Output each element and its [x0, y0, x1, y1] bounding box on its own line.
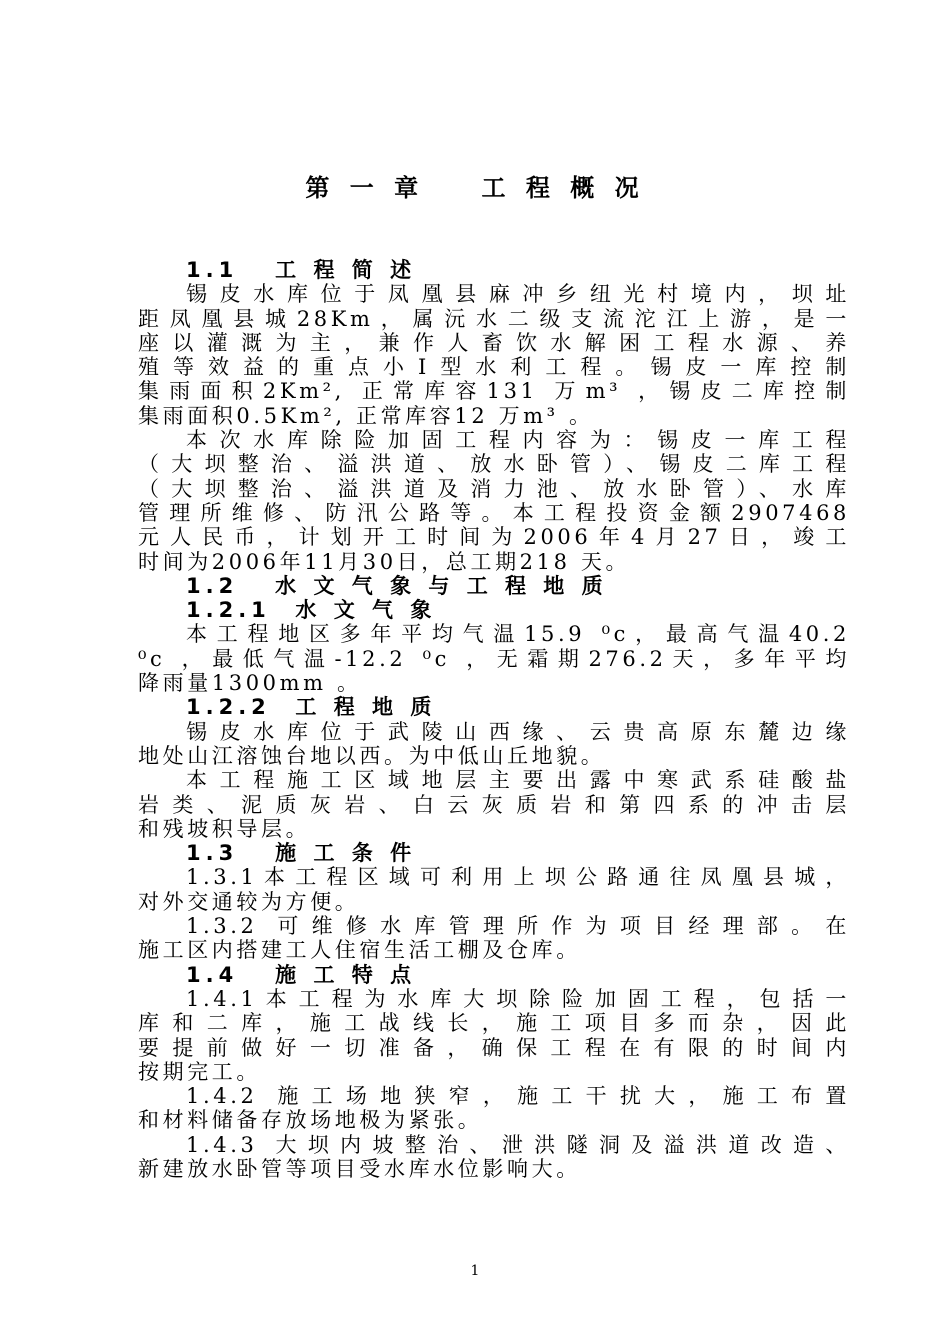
paragraph-line: 本工程施工区域地层主要出露中寒武系硅酸盐: [186, 768, 850, 793]
paragraph-line: 锡皮水库位于凤凰县麻冲乡纽光村境内，坝址: [186, 282, 850, 307]
paragraph-line: 1.4.3 大坝内坡整治、泄洪隧洞及溢洪道改造、: [186, 1132, 850, 1157]
paragraph-line: 1.3.1本工程区域可利用上坝公路通往凤凰县城，: [186, 865, 850, 890]
paragraph-line: 新建放水卧管等项目受水库水位影响大。: [138, 1156, 581, 1181]
section-heading: 1.2 水 文 气 象 与 工 程 地 质: [186, 573, 608, 598]
paragraph-line: 锡皮水库位于武陵山西缘、云贵高原东麓边缘: [186, 719, 850, 744]
paragraph-line: 殖等效益的重点小Ⅰ型水利工程。锡皮一库控制: [138, 355, 850, 380]
paragraph-line: 对外交通较为方便。: [138, 889, 360, 914]
page-number: 1: [470, 1263, 480, 1279]
paragraph-line: 本工程地区多年平均气温15.9 ⁰c，最高气温40.2: [186, 622, 850, 647]
section-heading: 1.2.1 水 文 气 象: [186, 598, 437, 623]
document-body: [138, 258, 850, 1181]
paragraph-line: 1.3.2 可维修水库管理所作为项目经理部。在: [186, 914, 850, 939]
section-heading: 1.4 施 工 特 点: [186, 962, 417, 987]
section-heading: 1.2.2 工 程 地 质: [186, 695, 437, 720]
section-heading: 1.1 工 程 简 述: [186, 258, 417, 282]
paragraph-line: （大坝整治、溢洪道及消力池、放水卧管）、水库: [138, 476, 850, 501]
paragraph-line: 座以灌溉为主，兼作人畜饮水解困工程水源、养: [138, 330, 850, 355]
paragraph-line: 和残坡积导层。: [138, 816, 311, 841]
paragraph-line: 1.4.2 施工场地狭窄，施工干扰大，施工布置: [186, 1084, 850, 1109]
paragraph-line: （大坝整治、溢洪道、放水卧管）、锡皮二库工程: [138, 452, 850, 477]
paragraph-line: 元人民币，计划开工时间为2006年4月27日，竣工: [138, 525, 850, 550]
paragraph-line: 降雨量1300mm 。: [138, 671, 362, 696]
section-heading: 1.3 施 工 条 件: [186, 841, 417, 866]
paragraph-line: 管理所维修、防汛公路等。本工程投资金额2907468: [138, 500, 850, 525]
paragraph-line: 岩类、泥质灰岩、白云灰质岩和第四系的冲击层: [138, 792, 850, 817]
paragraph-line: 集雨面积0.5Km², 正常库容12 万m³ 。: [138, 403, 594, 428]
paragraph-line: 1.4.1本工程为水库大坝除险加固工程，包括一: [186, 986, 850, 1011]
paragraph-line: ⁰c ，最低气温-12.2 ⁰c ，无霜期276.2天，多年平均: [138, 646, 850, 671]
chapter-title: 第 一 章 工 程 概 况: [305, 174, 645, 202]
paragraph-line: 本次水库除险加固工程内容为：锡皮一库工程: [186, 428, 850, 453]
paragraph-line: 和材料储备存放场地极为紧张。: [138, 1108, 483, 1133]
paragraph-line: 施工区内搭建工人住宿生活工棚及仓库。: [138, 938, 581, 963]
paragraph-line: 要提前做好一切准备，确保工程在有限的时间内: [138, 1035, 850, 1060]
paragraph-line: 距凤凰县城28Km，属沅水二级支流沱江上游，是一: [138, 306, 850, 331]
paragraph-line: 库和二库，施工战线长，施工项目多而杂，因此: [138, 1011, 850, 1036]
paragraph-line: 集雨面积2Km², 正常库容131 万m³ ，锡皮二库控制: [138, 379, 850, 404]
paragraph-line: 地处山江溶蚀台地以西。为中低山丘地貌。: [138, 743, 606, 768]
paragraph-line: 时间为2006年11月30日，总工期218 天。: [138, 549, 631, 574]
paragraph-line: 按期完工。: [138, 1059, 261, 1084]
